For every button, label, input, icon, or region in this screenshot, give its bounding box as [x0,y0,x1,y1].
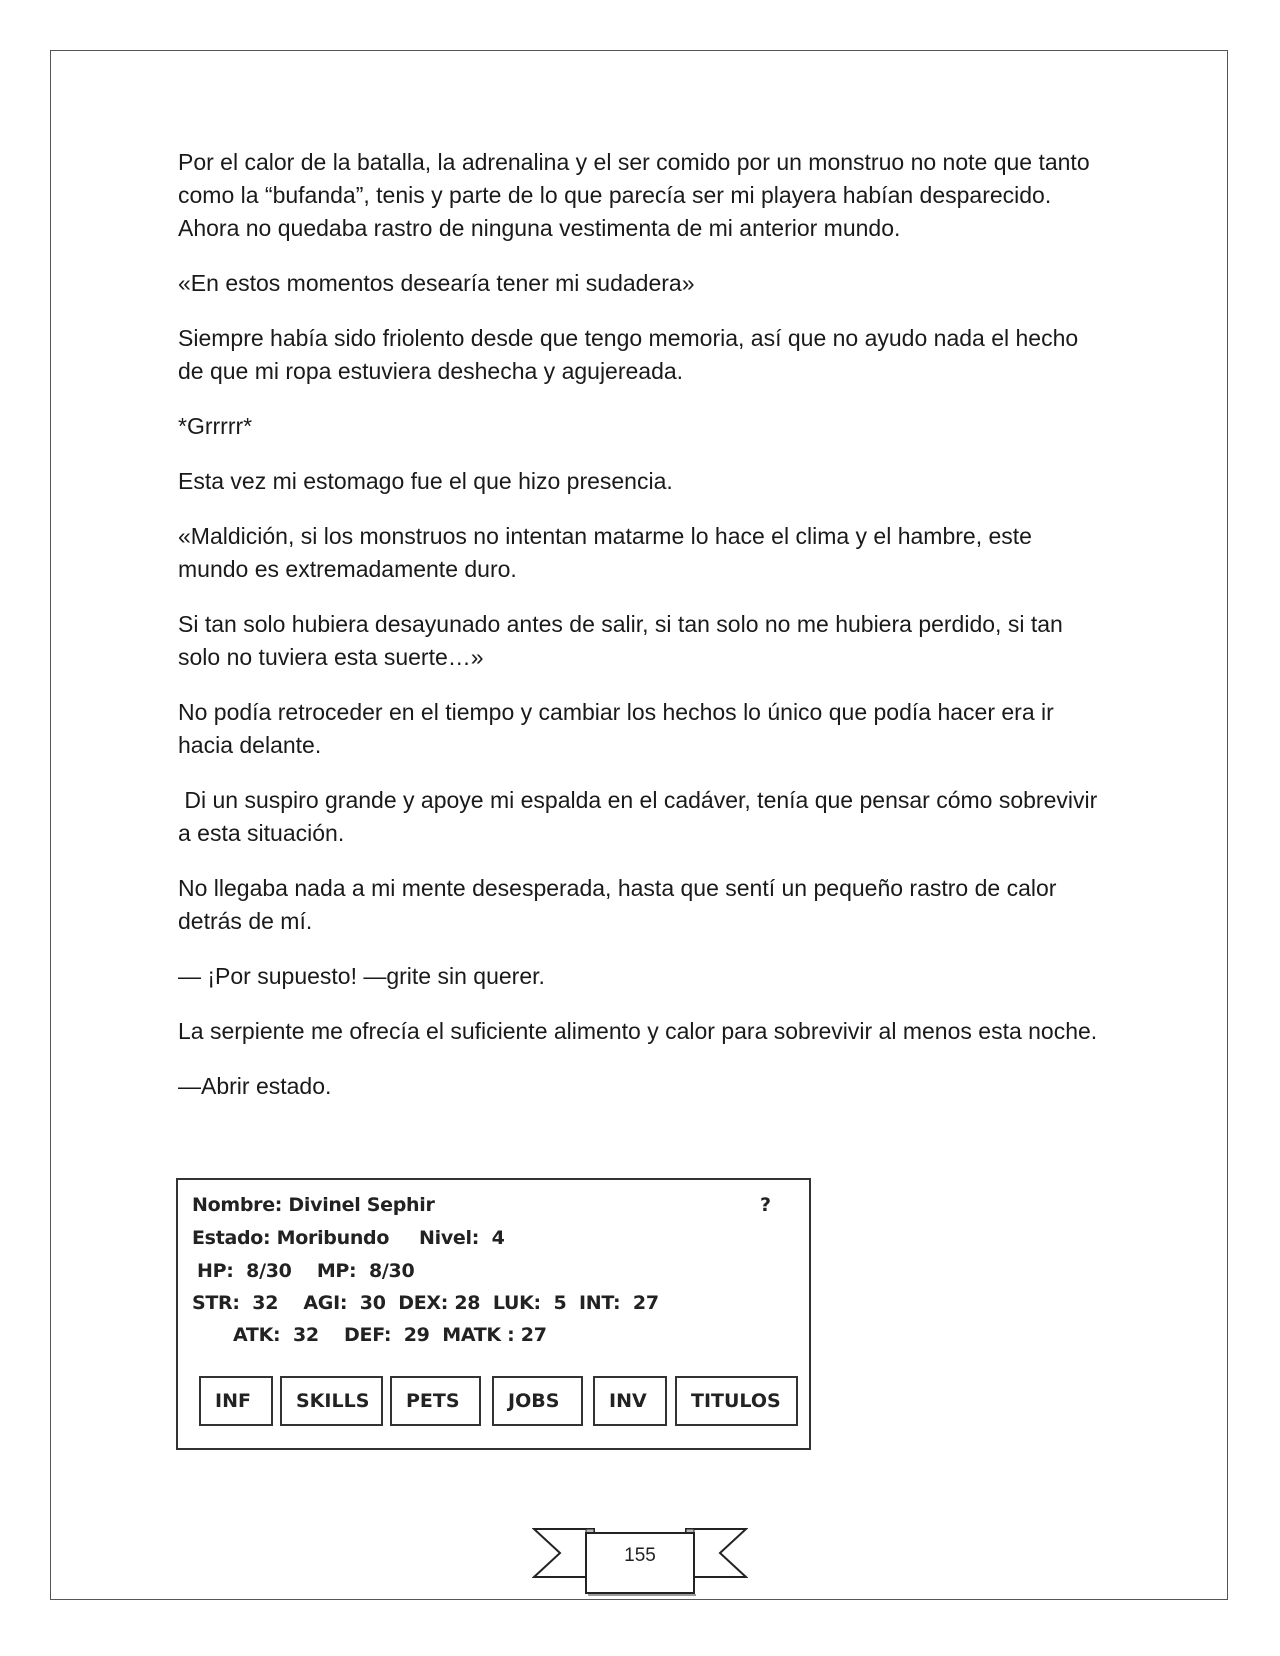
paragraph: Esta vez mi estomago fue el que hizo presencia. [178,468,673,494]
titulos-button[interactable]: TITULOS [675,1376,798,1426]
paragraph: «Maldición, si los monstruos no intentan matarme lo hace el clima y el hambre, este mundo es extremadamente duro. [178,523,1039,582]
body-text [178,146,1108,1125]
paragraph: Por el calor de la batalla, la adrenalina y el ser comido por un monstruo no note que tanto como la “bufanda”, tenis y parte de lo que parecía ser mi playera habían desparecido. Ahora no quedaba rastro de ninguna vestimenta de mi anterior mundo. [178,149,1097,241]
page-number-banner [532,1515,748,1597]
skills-button[interactable]: SKILLS [280,1376,383,1426]
status-hp-mp: HP: 8/30 MP: 8/30 [197,1260,415,1282]
status-nivel: Nivel: 4 [419,1227,505,1249]
paragraph: «En estos momentos desearía tener mi sudadera» [178,270,695,296]
pets-button[interactable]: PETS [390,1376,481,1426]
paragraph: Si tan solo hubiera desayunado antes de salir, si tan solo no me hubiera perdido, si tan solo no tuviera esta suerte…» [178,611,1070,670]
status-combat: ATK: 32 DEF: 29 MATK : 27 [233,1324,547,1346]
paragraph: *Grrrrr* [178,413,253,439]
paragraph: — ¡Por supuesto! —grite sin querer. [178,963,545,989]
paragraph: Siempre había sido friolento desde que tengo memoria, así que no ayudo nada el hecho de que mi ropa estuviera deshecha y agujereada. [178,325,1085,384]
paragraph: Di un suspiro grande y apoye mi espalda en el cadáver, tenía que pensar cómo sobrevivir a esta situación. [178,787,1104,846]
status-name: Nombre: Divinel Sephir [192,1194,435,1216]
paragraph: —Abrir estado. [178,1073,332,1099]
page-number: 155 [624,1545,656,1566]
status-stats: STR: 32 AGI: 30 DEX: 28 LUK: 5 INT: 27 [192,1292,659,1314]
inf-button[interactable]: INF [199,1376,273,1426]
help-question-mark[interactable]: ? [760,1194,772,1216]
paragraph: No llegaba nada a mi mente desesperada, hasta que sentí un pequeño rastro de calor detrás de mí. [178,875,1063,934]
inv-button[interactable]: INV [593,1376,667,1426]
paragraph: La serpiente me ofrecía el suficiente alimento y calor para sobrevivir al menos esta noche. [178,1018,1098,1044]
status-estado: Estado: Moribundo [192,1227,390,1249]
paragraph: No podía retroceder en el tiempo y cambiar los hechos lo único que podía hacer era ir hacia delante. [178,699,1061,758]
jobs-button[interactable]: JOBS [492,1376,583,1426]
status-window [176,1178,811,1450]
